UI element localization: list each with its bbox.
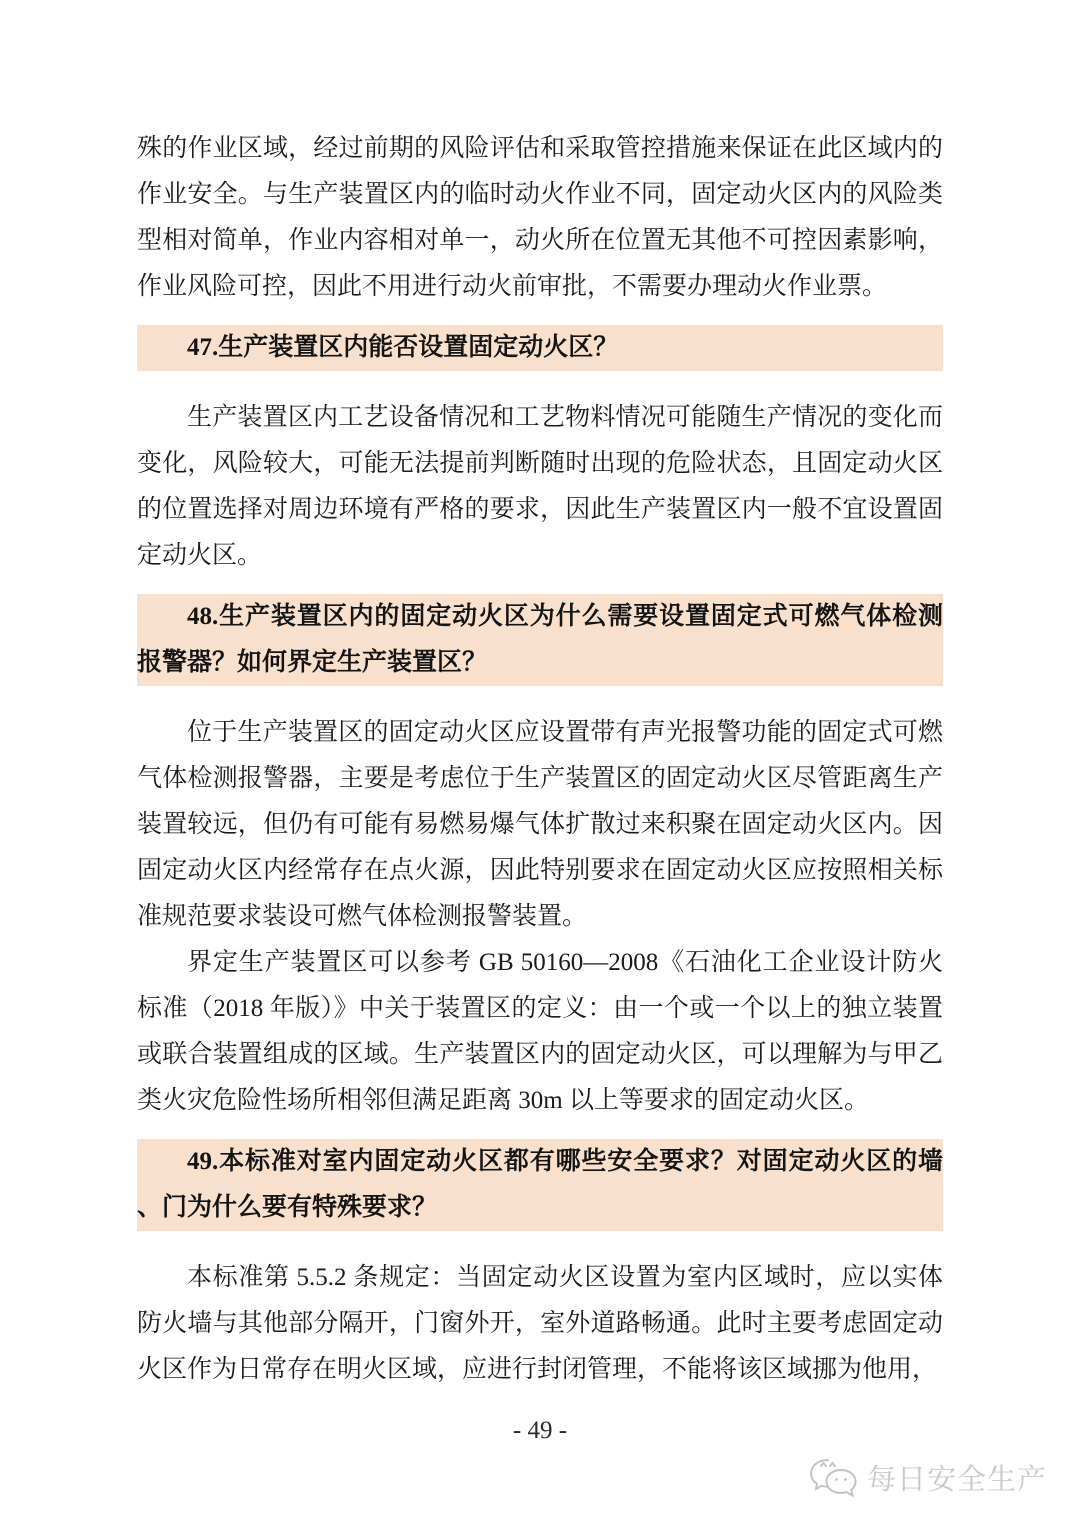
body-paragraph: 本标准第 5.5.2 条规定：当固定动火区设置为室内区域时，应以实体防火墙与其他部分隔开，门窗外开，室外道路畅通。此时主要考虑固定动火区作为日常存在明火区域，应进行封闭管理，不能将该区域挪为他用， [137,1264,943,1383]
page-content [137,126,943,1393]
page-number: - 49 - [512,1417,568,1444]
body-paragraph: 界定生产装置区可以参考 GB 50160—2008《石油化工企业设计防火标准（2018 年版）》中关于装置区的定义：由一个或一个以上的独立装置或联合装置组成的区域。生产装置区内的固定动火区，可以理解为与甲乙类火灾危险性场所相邻但满足距离 30m 以上等要求的固定动火区。 [137,949,943,1114]
question-heading-47: 47.生产装置区内能否设置固定动火区？ [137,325,943,371]
watermark [808,1455,1047,1505]
question-heading-48: 48.生产装置区内的固定动火区为什么需要设置固定式可燃气体检测报警器？如何界定生产装置区？ [137,594,943,686]
body-paragraph: 殊的作业区域，经过前期的风险评估和采取管控措施来保证在此区域内的作业安全。与生产装置区内的临时动火作业不同，固定动火区内的风险类型相对简单，作业内容相对单一，动火所在位置无其他不可控因素影响，作业风险可控，因此不用进行动火前审批，不需要办理动火作业票。 [137,135,943,300]
watermark-label: 每日安全生产 [866,1464,1047,1496]
question-heading-49: 49.本标准对室内固定动火区都有哪些安全要求？对固定动火区的墙、门为什么要有特殊要求？ [137,1139,943,1231]
body-paragraph: 位于生产装置区的固定动火区应设置带有声光报警功能的固定式可燃气体检测报警器，主要是考虑位于生产装置区的固定动火区尽管距离生产装置较远，但仍有可能有易燃易爆气体扩散过来积聚在固定动火区内。因固定动火区内经常存在点火源，因此特别要求在固定动火区应按照相关标准规范要求装设可燃气体检测报警装置。 [137,719,943,930]
body-paragraph: 生产装置区内工艺设备情况和工艺物料情况可能随生产情况的变化而变化，风险较大，可能无法提前判断随时出现的危险状态，且固定动火区的位置选择对周边环境有严格的要求，因此生产装置区内一般不宜设置固定动火区。 [137,404,943,569]
wechat-icon [808,1457,858,1503]
